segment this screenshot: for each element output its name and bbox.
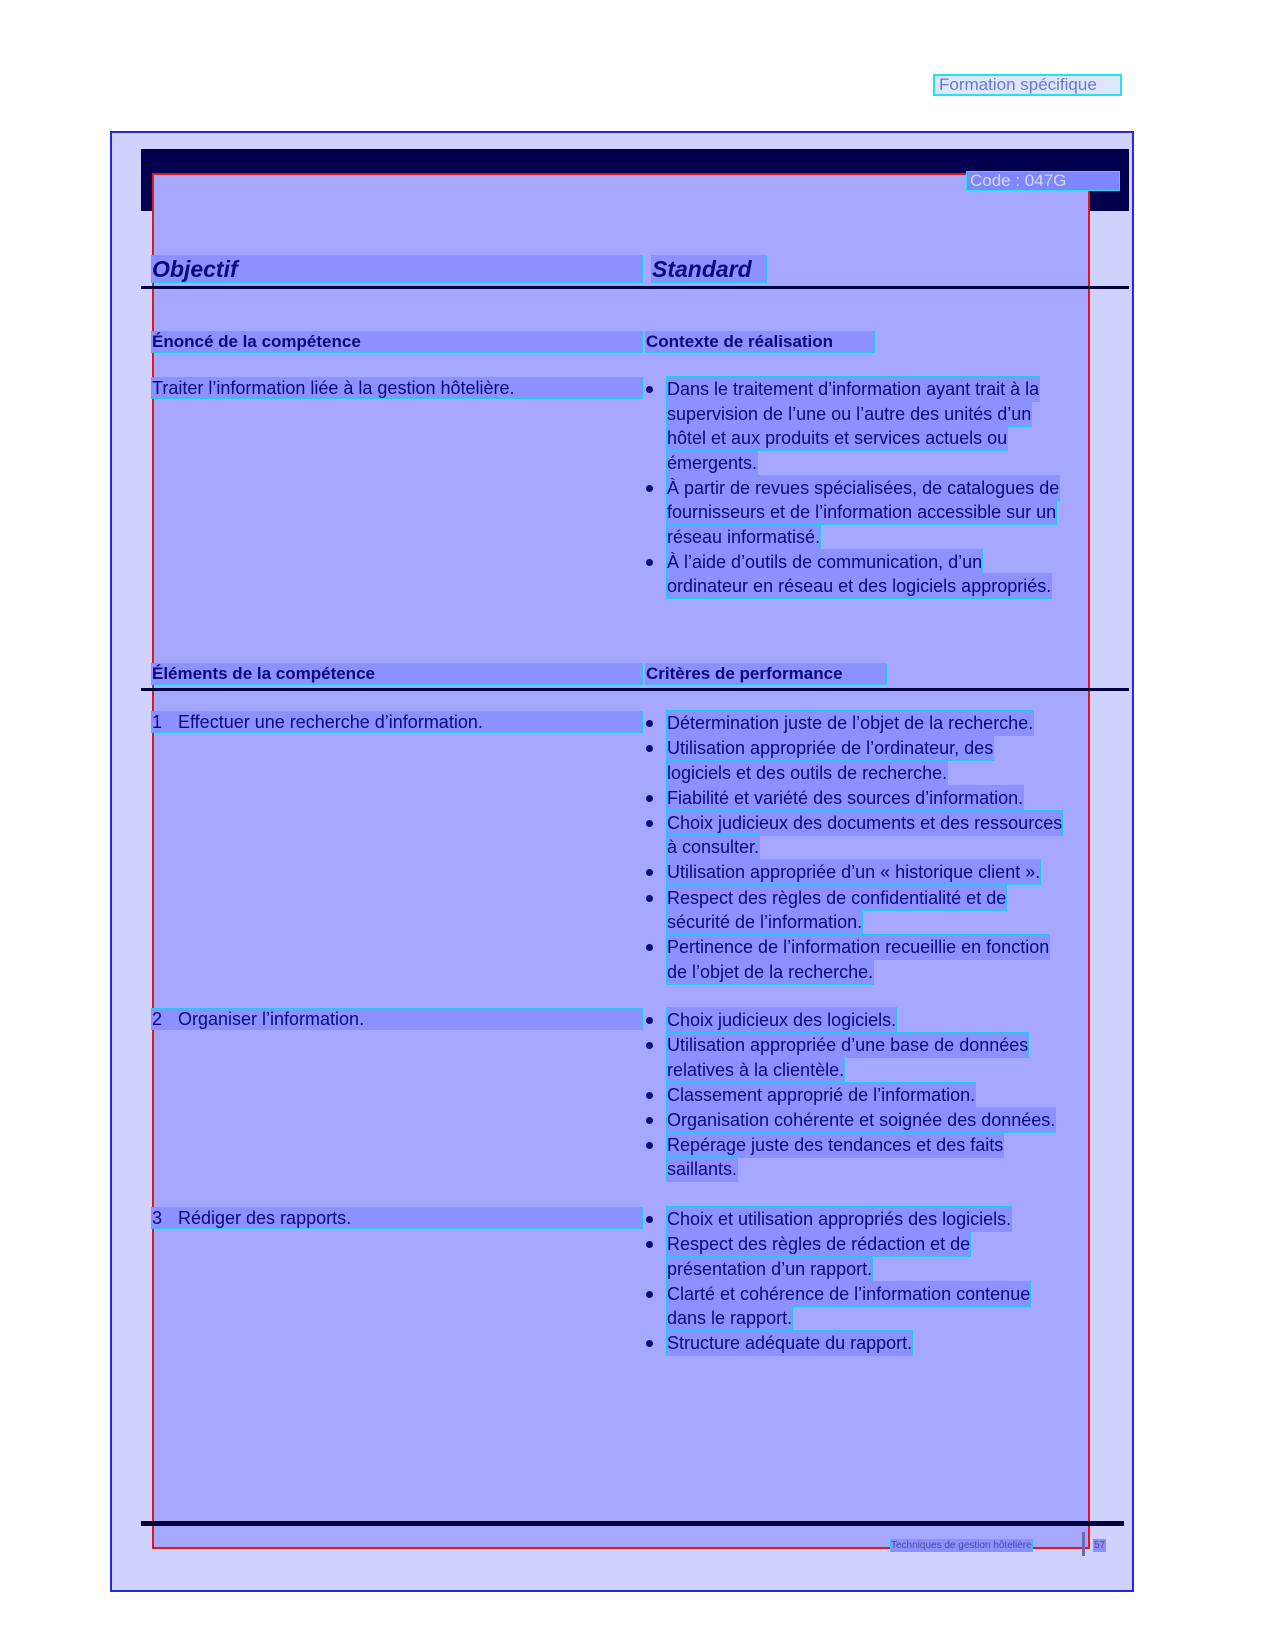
bullet-line: relatives à la clientèle. xyxy=(667,1059,845,1080)
bullet-line: Fiabilité et variété des sources d’information. xyxy=(667,787,1024,808)
section-rule xyxy=(141,688,1129,691)
bullet-line: à consulter. xyxy=(667,837,760,858)
bullet-line: Choix judicieux des logiciels. xyxy=(667,1010,897,1030)
bullet-icon xyxy=(646,559,653,566)
bullet-line: ordinateur en réseau et des logiciels appropriés. xyxy=(667,576,1052,597)
element-number: 1 xyxy=(152,712,163,732)
bullet-line: fournisseurs et de l’information accessible sur un xyxy=(667,502,1057,523)
bullet-line: émergents. xyxy=(667,452,758,473)
bullet-line: hôtel et aux produits et services actuels ou xyxy=(667,428,1008,448)
bullet-line: présentation d’un rapport. xyxy=(667,1258,873,1279)
objectif-title: Objectif xyxy=(152,256,642,282)
bullet-icon xyxy=(646,1142,653,1149)
bullet-line: Utilisation appropriée d’une base de données xyxy=(667,1035,1029,1056)
bullet-icon xyxy=(646,1017,653,1024)
bullet-icon xyxy=(646,386,653,393)
element-label xyxy=(152,1009,642,1029)
element-text: Organiser l’information. xyxy=(178,1009,365,1029)
footer-separator xyxy=(1082,1532,1085,1556)
elements-heading: Éléments de la compétence xyxy=(152,664,642,684)
bullet-icon xyxy=(646,1216,653,1223)
bullet-icon xyxy=(646,1117,653,1124)
bullet-line: supervision de l’une ou l’autre des unités d’un xyxy=(667,403,1032,424)
bullet-icon xyxy=(646,820,653,827)
bullet-line: Clarté et cohérence de l’information contenue xyxy=(667,1283,1031,1304)
standard-title: Standard xyxy=(652,256,766,282)
bullet-line: Classement approprié de l’information. xyxy=(667,1084,976,1105)
bullet-line: Structure adéquate du rapport. xyxy=(667,1333,913,1354)
bullet-line: Organisation cohérente et soignée des données. xyxy=(667,1109,1056,1130)
code-label: Code : 047G xyxy=(966,171,1120,191)
footer-program: Techniques de gestion hôtelière xyxy=(891,1540,1032,1551)
bullet-line: Utilisation appropriée de l’ordinateur, des xyxy=(667,738,994,759)
enonce-heading: Énoncé de la compétence xyxy=(152,332,642,352)
bullet-icon xyxy=(646,1291,653,1298)
bullet-line: Repérage juste des tendances et des faits xyxy=(667,1134,1004,1155)
bullet-line: À l’aide d’outils de communication, d’un xyxy=(667,551,983,572)
element-number: 3 xyxy=(152,1208,163,1228)
bullet-icon xyxy=(646,720,653,727)
bullet-icon xyxy=(646,795,653,802)
title-rule xyxy=(141,286,1129,289)
bullet-icon xyxy=(646,1092,653,1099)
bullet-line: Pertinence de l’information recueillie en fonction xyxy=(667,937,1050,958)
top-label: Formation spécifique xyxy=(933,74,1122,96)
bullet-line: Choix et utilisation appropriés des logiciels. xyxy=(667,1209,1012,1229)
element-text: Rédiger des rapports. xyxy=(178,1208,352,1228)
bullet-line: dans le rapport. xyxy=(667,1308,793,1329)
bullet-line: Dans le traitement d’information ayant trait à la xyxy=(667,379,1040,399)
bullet-line: saillants. xyxy=(667,1159,738,1180)
element-label xyxy=(152,712,642,732)
bullet-line: réseau informatisé. xyxy=(667,526,821,547)
bullet-icon xyxy=(646,895,653,902)
competence-statement: Traiter l’information liée à la gestion hôtelière. xyxy=(152,378,642,398)
bullet-line: À partir de revues spécialisées, de catalogues de xyxy=(667,477,1060,498)
bullet-line: Respect des règles de rédaction et de xyxy=(667,1234,971,1255)
element-number: 2 xyxy=(152,1009,163,1029)
bullet-line: sécurité de l’information. xyxy=(667,912,863,932)
bullet-icon xyxy=(646,485,653,492)
element-label xyxy=(152,1208,642,1228)
element-text: Effectuer une recherche d’information. xyxy=(178,712,483,732)
bullet-line: Choix judicieux des documents et des ressources xyxy=(667,812,1063,833)
bullet-line: Utilisation appropriée d’un « historique client ». xyxy=(667,862,1041,883)
footer-page-number: 57 xyxy=(1094,1540,1106,1551)
criteres-heading: Critères de performance xyxy=(646,664,886,684)
footer-rule xyxy=(141,1521,1124,1526)
contexte-heading: Contexte de réalisation xyxy=(646,332,874,352)
bullet-line: Respect des règles de confidentialité et de xyxy=(667,887,1007,908)
bullet-line: Détermination juste de l’objet de la recherche. xyxy=(667,713,1034,733)
bullet-line: de l’objet de la recherche. xyxy=(667,961,874,982)
bullet-line: logiciels et des outils de recherche. xyxy=(667,762,948,783)
